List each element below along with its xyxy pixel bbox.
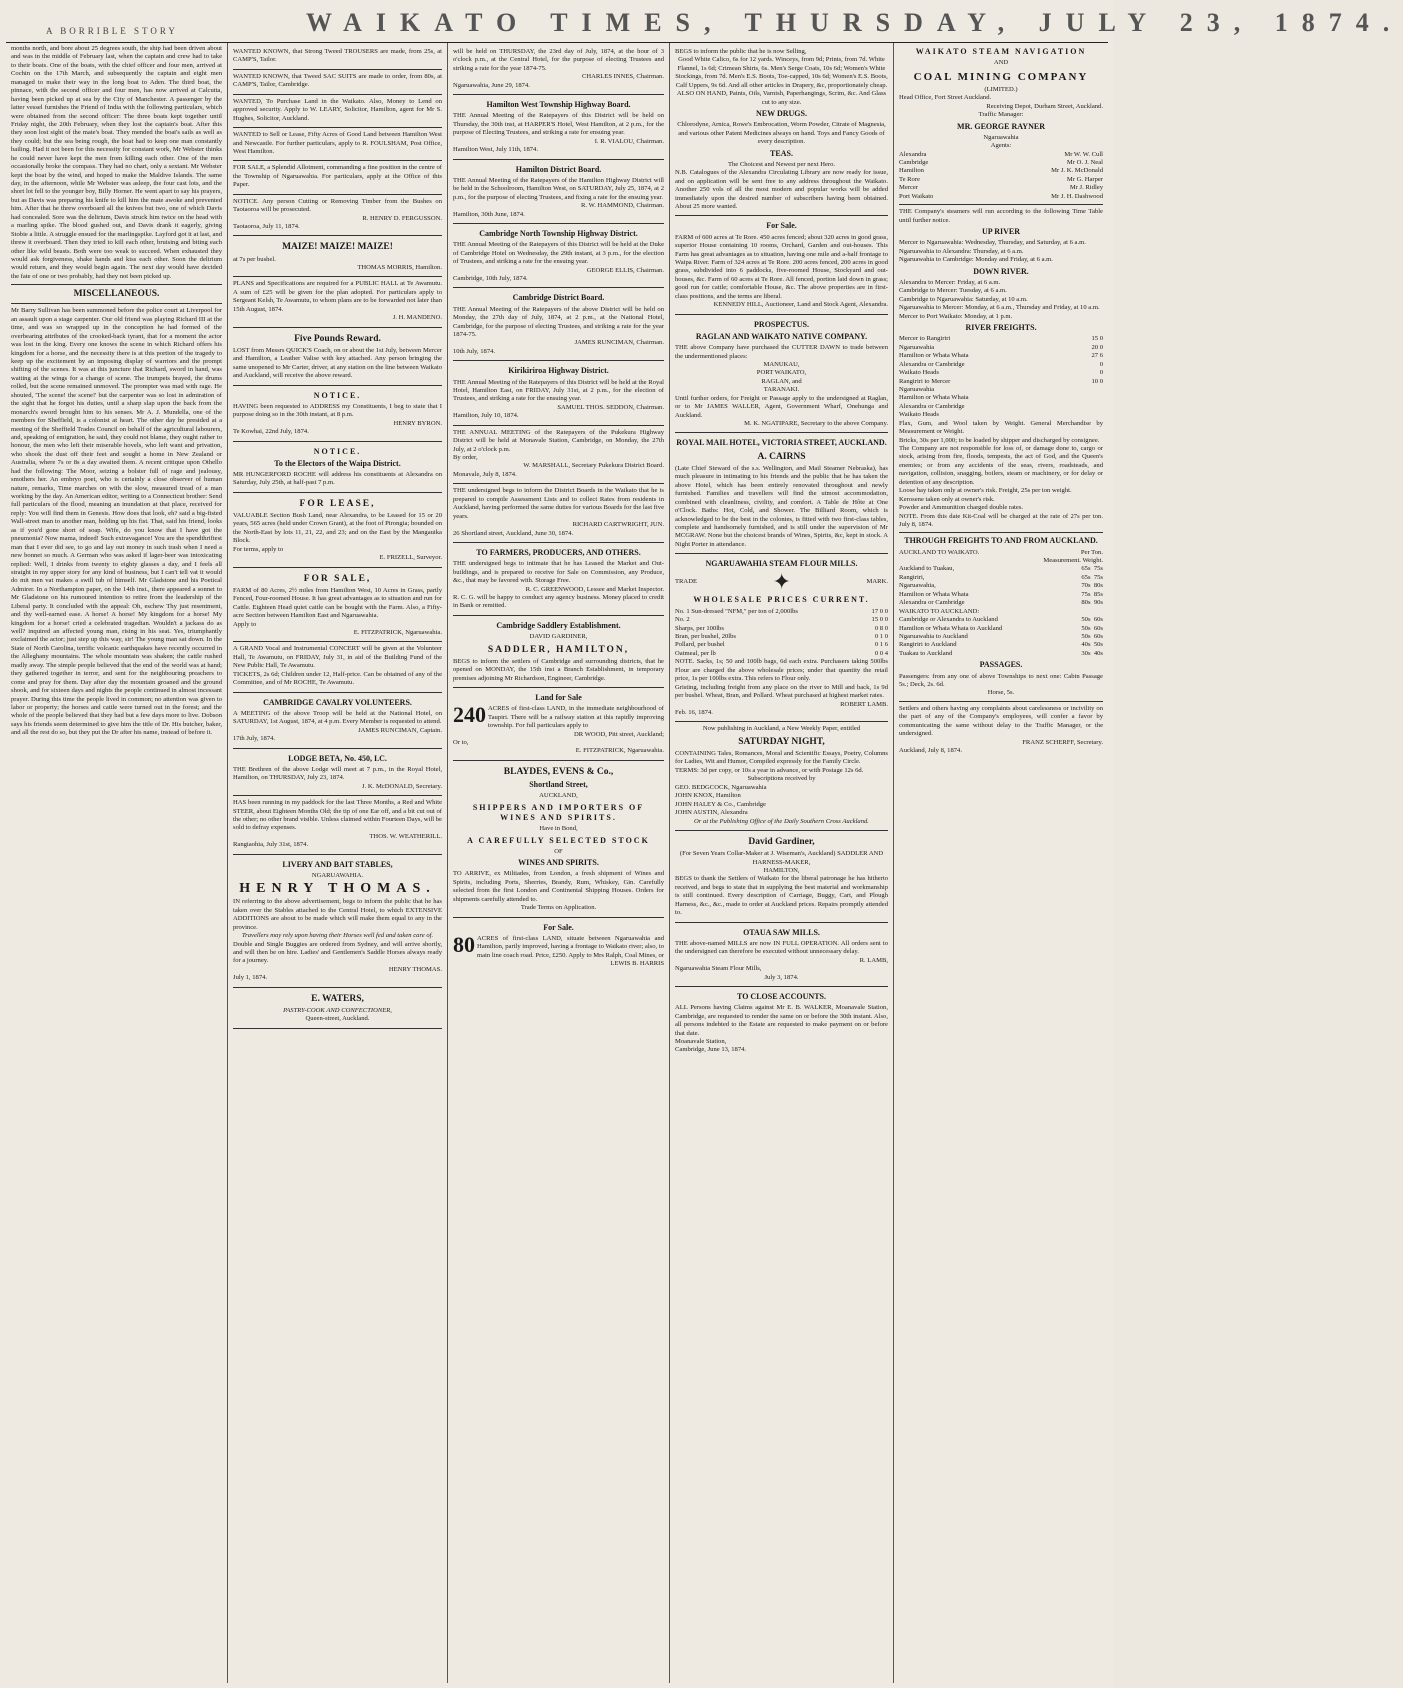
agent-row: Mercer Mr J. Ridley <box>899 184 1103 192</box>
freight-row: Hamilton or Whata Whata <box>899 394 969 402</box>
through-row: Hamilton or Whata Whata 75s 85s <box>899 590 1103 598</box>
through-row: Ngaruawahia to Auckland 50s 60s <box>899 632 1103 640</box>
agent-row: Alexandra Mr W. W. Cull <box>899 150 1103 158</box>
ad-alexandra-store: BEGS to inform the public that he is now Selling, Good White Calico, 6s for 12 yards. Winceys, from 9d; Prints, from 7d. White Flannel, 1s 6d; Crimean Shirts, 6s. Men's Serge Coats, 10s 6d; Women's White Stockings, from 7d. Men's E.S. Boots, Toe-capped, 10s 6d; Women's E.S. Boots, Calf Uppers, 9s 6d. And all other articles in Drapery, &c, proportionately cheap. ALSO ON HAND, Paints, Oils, Varnish, Paperhangings, Scrim, &c. And Glass cut to any size. NEW DRUGS. Chlorodyne, Arnica, Rowe's Embrocation, Worm Powder, Citrate of Magnesia, and various other Patent Medicines always on hand. Toys and Fancy Goods of every description. TEAS. The Choicest and Newest per next Hero. N.B. Catalogues of the Alexandra Circulating Library are now ready for issue, and on application will be sent free to any address throughout the Waikato. Another 250 vols of all the most modern and popular works will be added immediately upon the desired number of subscribers having been obtained. About 25 more wanted. <box>675 45 888 216</box>
freight-row: Waikato Heads 0 <box>899 369 1103 377</box>
ad-trust-meeting: will be held on THURSDAY, the 23rd day of July, 1874, at the hour of 3 o'clock p.m., at the Central Hotel, for the purpose of electing Trustees and striking a rate for the year 1874-75. CHARLES INNES, Chairman. Ngaruawahia, June 29, 1874. <box>453 45 664 95</box>
through-row: Rangiriri, 65s 75s <box>899 573 1103 581</box>
freight-row: Alexandra or Cambridge <box>899 402 965 410</box>
freight-row: Alexandra or Cambridge 0 <box>899 360 1103 368</box>
ad-electors: NOTICE. To the Electors of the Waipa District. MR HUNGERFORD ROCHE will address his constituents at Alexandra on Saturday, July 25th, at half-past 7 p.m. <box>233 442 442 493</box>
ad-land-sale: Land for Sale 240 ACRES of first-class LAND, in the immediate neighbourhood of Taupiri. There will be a railway station at this rapidly improving township. For full particulars apply to DR WOOD, Pitt street, Auckland; Or to, E. FITZPATRICK, Ngaruawahia. <box>453 688 664 761</box>
price-row: Oatmeal, per lb 0 0 4 <box>675 649 888 657</box>
ad-farmers: TO FARMERS, PRODUCERS, AND OTHERS. THE undersigned begs to intimate that he has Leased the Market and Out-buildings, and is prepared to receive for Sale on Commission, any Produce, &c., that may be favored with. Storage Free. R. C. GREENWOOD, Lessee and Market Inspector. R. C. G. will be happy to conduct any agency business. Money placed to credit in Bank or remitted. <box>453 543 664 616</box>
price-row: Sharps, per 100lbs 0 8 0 <box>675 624 888 632</box>
column-3 <box>448 43 670 1683</box>
columns <box>6 43 1108 1683</box>
ad-saddlery: Cambridge Saddlery Establishment. DAVID GARDINER, SADDLER, HAMILTON, BEGS to inform the settlers of Cambridge and surrounding districts, that he opened on MONDAY, the 15th inst a Branch Establishment, in temporary premises adjoining Mr Richardson, Engineer, Cambridge. <box>453 616 664 688</box>
ad-for-sale-80: For Sale. 80 ACRES of first-class LAND, situate between Ngaruawahia and Hamilton, partly improved, having a frontage to Waikato river; also, to main line coach road. Price, £250. Apply to Mrs Ralph, Coal Mines, or LEWIS B. HARRIS <box>453 922 664 968</box>
through-row: Auckland to Tuakau, 65s 75s <box>899 565 1103 573</box>
through-row: Rangiriri to Auckland 40s 50s <box>899 641 1103 649</box>
ad-allotment: FOR SALE, a Splendid Allotment, commanding a fine position in the centre of the Township of Ngaruawahia. For particulars, apply at the Office of this Paper. <box>233 161 442 194</box>
misc-text: Mr Barry Sullivan has been summoned before the police court at Liverpool for an assault upon a stage carpenter. Our old friend was playing Richard III at the time, and was so wrapped up in the conception he had formed of the overbearing attributes of the crooked-back tyrant, that for a moment the actor was lost in the king. Every one knows the scene in which Richard offers his kingdom for a horse, and the necessity there is at this portion of the tragedy to keep up the excitement by an imposing display of warriors and the prompt shifting of the scenes. It was at this juncture that Richard, sword in hand, was waiting at the wings for a change of scene. The trumpets brayed, the drums rolled, but the scene remained unmoved. The prompter was mad with rage. He shouted, 'The scene! the scene!' but the carpenter was so lost in admiration of the sight that he forgot his duties, until a sharp slap upon the back from the monarch's sword brought him to his senses. Mr A. J. Mundella, one of the members for Sheffield, is a colonist at heart. The other day he presided at a meeting of the Sheffield Trades Council on behalf of the agricultural labourers, and, speaking of emigration, he said, they could not blame, they ought rather to honour, the men who left their miserable hovels, who left want and privation, who shook the dust off their feet and sought a home in New Zealand or Australia, where 7s or 8s a day awaited them. A recent critique upon Othello had the following: The Moor, seizing a bolster full of rage and jealousy, smothers her. An embryo poet, who is certainly a close observer of human nature, remarks, Time marches on with the slow, measured tread of a man working by the day. An American editor, writing to a Connecticut brother: Send full particulars of the flood, meaning an inundation at that place, received for reply: You will find them in Genesis. How does that look, eh? said a big-fisted Wall-street man to another man, holding up his fist. That, said his friend, looks as if you'd gone short of soap. Wife, do you know that I have got the pneumonia? Now mama, indeed! Such extravagance! You are the spendthriftest man that I ever did see, to go and lay out money in such trash when I need a new bonnet so much. A German who was asked if lager-beer was intoxicating replied: Well, I drinks from twenty to eighty glasses a day, and I feels all straight in my upper story for any kind of business, but I can't tell vat it would do mit men vat makes a swill tub of himself. Mr Gladstone and his Poetical Admirer. In a Northampton paper, on the 14th inst., there appeared a sonnet to Mr Gladstone on his rumoured intention to retire from the leadership of the Liberal party. It concluded with the appeal: Oh, eschew Thy just resentment, and thy well-earned ease. A horse! A horse! My kingdom for a horse! My kingdom for a horse! cried a celebrated tragedian. Wouldn't a jackass do as well? inquired an affected young man, rising in his seat. Yes, triumphantly exclaimed the actor; just step up this way, sir! The young man sat down. In the State of North Carolina, terrific volcanic earthquakes have recently occurred in the Alleghany mountains. The whole mountain was shaken; the cattle rushed madly away. The simple people believed that the end of the world was at hand; they gathered together in terror, and sent for the neighbouring preachers to come and pray for them. Day after day the mountain groaned and the ground shook, and for sixteen days and nights the people continued in almost incessant prayer. During this time the people lived in common; no attention was given to labor or property; the horses and cattle were turned out in the forest; and the whole of the people believed that they had but a few days more to live. Dobson says his friends seem determined to give him the title of Dr. His butcher, baker, and all the rest do so, but they put the Dr after his name, instead of before it. <box>11 307 222 737</box>
ad-royal-mail-hotel: ROYAL MAIL HOTEL, VICTORIA STREET, AUCKLAND. A. CAIRNS (Late Chief Steward of the s.s. Wellington, and Mail Steamer Nebraska), has much pleasure in intimating to his friends and the public that he has taken the above Hotel, which has been entirely renovated throughout and newly furnished. Families and travellers will find the utmost accommodation, combined with cleanliness, civility, and comfort. A Table de Hôte at One o'Clock. Baths: Hot, Cold, and Shower. The Billiard Room, which is acknowledged to be the best in the colonies, is fitted with two first-class tables, complete and handsomely furnished, and is still under the supervision of Mr MCGRAW. None but the choicest brands of Wines, Spirits, &c, kept in stock. A Night Porter in attendance. <box>675 433 888 554</box>
agent-row: Port Waikato Mr J. H. Dashwood <box>899 192 1103 200</box>
ad-flour-mills: NGARUAWAHIA STEAM FLOUR MILLS. TRADE ✦ MARK. WHOLESALE PRICES CURRENT. No. 1 Sun-dressed "NFM," per ton of 2,000lbs 17 0 0 No. 2 15 0 0 Sharps, per 100lbs 0 8 0 Bran, per bushel, 20lbs 0 1 0 Pollard, per bushel 0 1 6 Oatmeal, per lb 0 0 4 NOTE. Sacks, 1s; 50 and 100lb bags, 6d each extra. Purchasers taking 500lbs Flour are charged the above wholesale prices; under that quantity the retail price, 1s per 100lbs extra. This refers to Flour only. Gristing, including freight from any place on the river to Mill and back, 1s 9d per bushel. Wheat, Bran, and Pollard. Wheat purchased at highest market rates. ROBERT LAMB. Feb. 16, 1874. <box>675 554 888 722</box>
ad-for-lease: FOR LEASE, VALUABLE Section Bush Land, near Alexandra, to be Leased for 15 or 20 years, 565 acres (held under Crown Grant), at the foot of Pirongia; bounded on the North-East by lots 11, 21, 22, and 23; and on the East by the Mangauika Block. For terms, apply to E. FRIZELL, Surveyor. <box>233 493 442 568</box>
ad-hamilton-west: Hamilton West Township Highway Board. THE Annual Meeting of the Ratepayers of this District will be held on Thursday, the 30th inst, at HARPER'S Hotel, West Hamilton, at 2 p.m., for the purpose of Electing Trustees, and striking a rate for ensuing year. I. R. VIALOU, Chairman. Hamilton West, July 11th, 1874. <box>453 95 664 159</box>
agent-row: Te Rore Mr G. Harper <box>899 175 1103 183</box>
freight-row: Ngaruawahia 20 0 <box>899 343 1103 351</box>
ad-raglan-company: PROSPECTUS. RAGLAN AND WAIKATO NATIVE COMPANY. THE above Company have purchased the CUTTER DAWN to trade between the undermentioned places: MANUKAU, PORT WAIKATO, RAGLAN, and TARANAKI. Until further orders, for Freight or Passage apply to the undersigned at Raglan, or to Mr JAMES WALLER, Agent, Government Wharf, Onehunga and Auckland. M. K. NGATIPARE, Secretary to the above Company. <box>675 315 888 434</box>
price-row: No. 2 15 0 0 <box>675 616 888 624</box>
ad-public-hall-plans: PLANS and Specifications are required for a PUBLIC HALL at Te Awamutu. A sum of £25 will be given for the plan adopted. For particulars apply to Sergeant Kelsh, Te Awamutu, to whom plans are to be forwarded not later than 15th August, 1874. J. H. MANDENO. <box>233 277 442 327</box>
ad-reward: Five Pounds Reward. LOST from Messrs QUICK'S Coach, on or about the 1st July, between Mercer and Hamilton, a Leather Valise with key attached. Any person bringing the same unopened to Mr Carter, driver, at any station on the line between Waikato and Auckland, will receive the above reward. <box>233 328 442 386</box>
agent-row: Cambridge Mr O. J. Neal <box>899 159 1103 167</box>
column-5: WAIKATO STEAM NAVIGATION AND COAL MINING COMPANY (LIMITED.) Head Office, Fort Street Auckland. Receiving Depot, Durham Street, Auckland. Traffic Manager: MR. GEORGE RAYNER Ngaruawahia Agents: Alexandra Mr W. W. Cull Cambridge Mr O. J. Neal Hamilton Mr J. K. McDonald Te Rore Mr G. Harper Mercer Mr J. Ridley Port Waikato Mr J. H. Dashwood THE Company's steamers will run according to the following Time Table until further notice. UP RIVER Mercer to Ngaruawahia: Wednesday, Thursday, and Saturday, at 6 a.m. Ngaruawahia to Alexandra: Thursday, at 6 a.m. Ngaruawahia to Cambridge: Monday and Friday, at 6 a.m. DOWN RIVER. Alexandra to Mercer: Friday, at 6 a.m. Cambridge to Mercer: Tuesday, at 6 a.m. Cambridge to Ngaruawahia: Saturday, at 10 a.m. Ngaruawahia to Mercer: Monday, at 6 a.m., Thursday and Friday, at 10 a.m. Mercer to Port Waikato: Monday, at 1 p.m. RIVER FREIGHTS. Mercer to Rangiriri 15 0 Ngaruawahia 20 0 Hamilton or Whata Whata 27 6 Alexandra or Cambridge 0 Waikato Heads 0 Rangiriri to Mercer 10 0 Ngaruawahia Hamilton or Whata Whata Alexandra or Cambridge Waikato Heads Flax, Gum, and Wool taken by Weight. General Merchandise by Measurement or Weight. Bricks, 30s per 1,000; to be loaded by shipper and discharged by consignee. The Company are not responsible for loss of, or damage done to, cargo or stock, arising from fire, floods, tempests, the act of God, and the Queen's enemies; or from any accidents of the seas, rivers, roadsteads, and navigation, collision, snagging, boilers, steam or machinery, or for delay or detention of any description. Loose hay taken only at owner's risk. Freight, 25s per ton weight. Kerosene taken only at owner's risk. Powder and Ammunition charged double rates. NOTE. From this date Kit-Coal will be charged at the rate of 27s per ton. July 8, 1874. THROUGH FREIGHTS TO AND FROM AUCKLAND. AUCKLAND TO WAIKATO. Per Ton. Measurement. Weight. Auckland to Tuakau, 65s 75s Rangiriri, 65s 75s Ngaruawahia, 70s 80s Hamilton or Whata Whata 75s 85s Alexandra or Cambridge 80s 90s WAIKATO TO AUCKLAND: Cambridge or Alexandra to Auckland 50s 60s Hamilton or Whata Whata to Auckland 50s 60s Ngaruawahia to Auckland 50s 60s Rangiriri to Auckland 40s 50s Tuakau to Auckland 30s 40s PASSAGES. Passengers: from any one of above Townships to next one: Cabin Passage 5s.; Deck, 2s. 6d. Horse, 5s. Settlers and others having any complaints about carelessness or incivility on the part of any of the Company's employees, will confer a favor by communicating the same without delay to the Traffic Manager, or the undersigned. FRANZ SCHERFF, Secretary. Auckland, July 8, 1874. <box>899 47 1103 755</box>
freight-row: Ngaruawahia <box>899 385 935 393</box>
through-row: Alexandra or Cambridge 80s 90s <box>899 599 1103 607</box>
ad-cambridge-district: Cambridge District Board. THE Annual Meeting of the Ratepayers of the above District will be held on Monday, the 27th day of July, 1874, at 2 p.m., at the National Hotel, Cambridge, for the purpose of electing Trustees, and striking a rate for the year 1874-75. JAMES RUNCIMAN, Chairman. 10th July, 1874. <box>453 288 664 361</box>
freight-row: Hamilton or Whata Whata 27 6 <box>899 352 1103 360</box>
ad-livery: LIVERY AND BAIT STABLES, NGARUAWAHIA. HENRY THOMAS. IN referring to the above advertisement, begs to inform the public that he has taken over the Stables attached to the Central Hotel, to which EXTENSIVE ADDITIONS are about to be made which will make them equal to any in the province. Travellers may rely upon having their Horses well fed and taken care of. Double and Single Buggies are ordered from Sydney, and will arrive shortly, and will then be on hire. Ladies' and Gentlemen's Saddle Horses always ready for a journey. HENRY THOMAS. July 1, 1874. <box>233 855 442 988</box>
ad-wanted-land: WANTED, To Purchase Land in the Waikato. Also, Money to Lend on approved security. Apply to W. LEARY, Solicitor, Hamilton, agent for Mr S. Hughes, Solicitor, Auckland. <box>233 95 442 128</box>
ad-lodge: LODGE BETA, No. 450, I.C. THE Brethren of the above Lodge will meet at 7 p.m., in the Royal Hotel, Hamilton, on THURSDAY, July 23, 1874. J. K. McDONALD, Secretary. <box>233 749 442 797</box>
ad-hamilton-district: Hamilton District Board. THE Annual Meeting of the Ratepayers of the Hamilton Highway District will be held in the Schoolroom, Hamilton West, on SATURDAY, July 25, 1874, at 2 p.m., for the purpose of electing Trustees, and fixing a rate for the ensuing year. R. W. HAMMOND, Chairman. Hamilton, 30th June, 1874. <box>453 160 664 224</box>
ad-close-accounts: TO CLOSE ACCOUNTS. ALL Persons having Claims against Mr E. B. WALKER, Moanavale Station, Cambridge, are requested to render the same on or before the 30th instant. Also, all persons indebted to the Estate are requested to make payment on or before that date. Moanavale Station, Cambridge, June 13, 1874. <box>675 992 888 1054</box>
price-row: Bran, per bushel, 20lbs 0 1 0 <box>675 633 888 641</box>
ad-timber-notice: NOTICE. Any person Cutting or Removing Timber from the Bushes on Taotaoroa will be prosecuted. R. HENRY D. FERGUSSON. Taotaoroa, July 11, 1874. <box>233 195 442 237</box>
ad-farm-sale: FOR SALE, FARM of 80 Acres, 2½ miles from Hamilton West, 10 Acres in Grass, partly Fenced, Four-roomed House. It has great advantages as to situation and run for Cattle. Eighteen Head quiet cattle can be bought with the Farm. Also, a Fifty-acre Section between Hamilton East and Ngaruawahia. Apply to E. FITZPATRICK, Ngaruawahia. <box>233 568 442 643</box>
freight-row: Rangiriri to Mercer 10 0 <box>899 377 1103 385</box>
price-row: Pollard, per bushel 0 1 6 <box>675 641 888 649</box>
ad-blaydes: BLAYDES, EVENS & Co., Shortland Street, AUCKLAND, SHIPPERS AND IMPORTERS OF WINES AND SPIRITS. Have in Bond, A CAREFULLY SELECTED STOCK OF WINES AND SPIRITS. TO ARRIVE, ex Miltiades, from London, a fresh shipment of Wines and Spirits, including Ports, Sherries, Brandy, Rum, Whiskey, Gin. Carefully selected from the first London and Continental Shipping Houses. Orders for shipments carefully attended to. Trade Terms on Application. <box>453 761 664 918</box>
ad-david-gardiner: David Gardiner, (For Seven Years Collar-Maker at J. Wiseman's, Auckland) SADDLER AND HARNESS-MAKER, HAMILTON, BEGS to thank the Settlers of Waikato for the liberal patronage he has hitherto received, and begs to state that in supplying the best material and workmanship is still continued. Every description of Carriage, Buggy, Cart, and Plough Harness, &c., &c., made to order at Auckland prices. Repairs promptly attended to. <box>675 831 888 923</box>
ad-waters: E. WATERS, PASTRY-COOK AND CONFECTIONER, Queen-street, Auckland. <box>233 988 442 1029</box>
column-1 <box>6 43 228 1683</box>
masthead <box>6 6 1403 43</box>
column-4 <box>670 43 894 1683</box>
ad-maize: MAIZE! MAIZE! MAIZE! at 7s per bushel. THOMAS MORRIS, Hamilton. <box>233 236 442 277</box>
newspaper-title: WAIKATO TIMES, THURSDAY, JULY 23, 1874. <box>306 8 1403 37</box>
column-2 <box>228 43 448 1683</box>
price-row: No. 1 Sun-dressed "NFM," per ton of 2,000lbs 17 0 0 <box>675 607 888 615</box>
ad-cambridge-north: Cambridge North Township Highway District. THE Annual Meeting of the Ratepayers of this District will be held at the Duke of Cambridge Hotel on Wednesday, the 29th instant, at 3 p.m., for the election of Trustees, and striking a rate for the ensuing year. GEORGE ELLIS, Chairman. Cambridge, 10th July, 1874. <box>453 224 664 288</box>
ad-stray-steer: HAS been running in my paddock for the last Three Months, a Red and White STEER, about Eighteen Months Old; the tip of one Ear off, and a bit cut out of the other; no other brand visible. Unless claimed within Fourteen Days, will be sold to defray expenses. THOS. W. WEATHERILL. Rangiaohia, July 31st, 1874. <box>233 796 442 855</box>
freight-row: Waikato Heads <box>899 411 939 419</box>
agent-row: Hamilton Mr J. K. McDonald <box>899 167 1103 175</box>
ad-te-rore-farms: For Sale. FARM of 600 acres at Te Rore. 450 acres fenced; about 320 acres in good grass, superior House containing 10 rooms, Orchard, Garden and out-houses. This Farm has great advantages as to situation, having one mile and a-half frontage to Waipa River. Farm of 324 acres at Te Rore. 200 acres fenced, 200 acres in good grass, subdivided into 6 paddocks, five-roomed House, Stockyard and out-houses, &c. Farm of 60 acres at Te Rore. All fenced, portion laid down in grass; good run for cattle; comfortable House, &c. The above properties are in first-class positions, and the terms are liberal. KENNEDY HILL, Auctioneer, Land and Stock Agent, Alexandra. <box>675 216 888 314</box>
story-heading: A BORRIBLE STORY <box>46 26 178 36</box>
ad-kirikiriroa: Kirikiriroa Highway District. THE Annual Meeting of the Ratepayers of this District will be held at the Royal Hotel, Hamilton East, on FRIDAY, July 31st, at 2 p.m., for the election of Trustees, and striking a rate for the ensuing year. SAMUEL THOS. SEDDON, Chairman. Hamilton, July 10, 1874. <box>453 361 664 425</box>
ad-pukekura: THE ANNUAL MEETING of the Ratepayers of the Pukekura Highway District will be held at Monavale Station, Cambridge, on Monday, the 27th July, at 2 o'clock p.m. By order, W. MARSHALL, Secretary Pukekura District Board. Monavale, July 8, 1874. <box>453 426 664 485</box>
ad-trousers: WANTED KNOWN, that Strong Tweed TROUSERS are made, from 25s, at CAMP'S, Tailor. <box>233 45 442 70</box>
ad-sac-suits: WANTED KNOWN, that Tweed SAC SUITS are made to order, from 80s, at CAMP'S, Tailor, Cambridge. <box>233 70 442 95</box>
ad-concert: A GRAND Vocal and Instrumental CONCERT will be given at the Volunteer Hall, Te Awamutu, on FRIDAY, July 31, in aid of the Building Fund of the New Public Hall, Te Awamutu. TICKETS, 2s 6d; Children under 12, Half-price. Can be obtained of any of the Committee, and of Mr ROCHE, Te Awamutu. <box>233 642 442 692</box>
ad-notice-byron: NOTICE. HAVING been requested to ADDRESS my Constituents, I beg to state that I purpose doing so in the 30th instant, at 8 p.m. HENRY BYRON. Te Kowhai, 22nd July, 1874. <box>233 386 442 442</box>
misc-heading: MISCELLANEOUS. <box>73 289 160 300</box>
ad-assessment: THE undersigned begs to inform the District Boards in the Waikato that he is prepared to compile Assessment Lists and to collect Rates from residents in Auckland, having performed the same duties for various Boards for the last five years. RICHARD CARTWRIGHT, JUN. 26 Shortland street, Auckland, June 30, 1874. <box>453 484 664 543</box>
through-row: Ngaruawahia, 70s 80s <box>899 582 1103 590</box>
ad-otaua-saw-mills: OTAUA SAW MILLS. THE above-named MILLS are now IN FULL OPERATION. All orders sent to the undersigned can therefore be executed without unnecessary delay. R. LAMB, Ngaruawahia Steam Flour Mills, July 3, 1874. <box>675 923 888 987</box>
steam-navigation-heading: WAIKATO STEAM NAVIGATION <box>915 47 1087 56</box>
trade-mark-icon: ✦ <box>772 569 791 595</box>
through-row: Tuakau to Auckland 30s 40s <box>899 649 1103 657</box>
ad-cavalry: CAMBRIDGE CAVALRY VOLUNTEERS. A MEETING of the above Troop will be held at the National Hotel, on SATURDAY, 1st August, 1874, at 4 p.m. Every Member is requested to attend. JAMES RUNCIMAN, Captain. 17th July, 1874. <box>233 693 442 749</box>
freight-row: Mercer to Rangiriri 15 0 <box>899 335 1103 343</box>
through-row: Hamilton or Whata Whata to Auckland 50s 60s <box>899 624 1103 632</box>
story-text: months north, and bore about 25 degrees south, the ship had been driven about and was in the middle of February last, when the captain and crew had to take to their boats. One of the boats, with the chief officer and four men, arrived at Cochin on the 17th March, and subsequently the captain and eight men managed to make their way in the long boat to Aden. The third boat, the pinnace, with the second officer and four men, has now arrived at Calcutta, having been picked up at sea by the City of Manchester. A passenger by the latter vessel furnishes the Friend of India with the following particulars, which were obtained from the second officer: The three boats kept together until Friday night, the 20th February, when they lost the captain's boat. After this they soon lost sight of the mate's boat. They mended the boat's sails as well as they could; but the sea being rough, the boat had to keep one man constantly bailing. Had it not been for this necessity for constant work, Mr Webster thinks he could never have kept the men from killing each other. One of the men occasionally broke the compass. They had no chart, only a sextant. Mr Webster kept the boat by the wind, and hoped to make the Maldive Islands. The same day, in the afternoon, while Mr Webster was asleep, the four cast lots, and the short lot fell to the younger boy, Billy Horner. He went apart to say his prayers, but as Davis was preparing his knife to kill him the mate awoke and prevented him. After that he threw overboard all the knives but two, one of which Davis had concealed. Sore was the delirium, Davis struck him twice on the head with a marling spike. The blood gushed out, and Davis drank it eagerly, giving Stobie a little. A struggle ensued for the marlingspike. Layford got it at last, and threw it overboard. Then they tried to kill each other, bruising and biting each other like wild beasts. Both were too weak to succeed. When exhausted they would ask forgiveness, shake hands and kiss each other. Soon the delirium would return, and they would begin again. The next day would have decided the fate of one or two probably, had they not been picked up. <box>11 45 222 280</box>
coal-mining-heading: COAL MINING COMPANY <box>913 70 1089 83</box>
ad-saturday-night: Now publishing in Auckland, a New Weekly Paper, entitled SATURDAY NIGHT, CONTAINING Tales, Romances, Moral and Scientific Essays, Poetry, Columns for Ladies, Wit and Humor, Compiled expressly for the Family Circle. TERMS: 3d per copy, or 10s a year in advance, or with Postage 12s 6d. Subscriptions received by GEO. BEDGCOCK, Ngaruawahia JOHN KNOX, Hamilton JOHN HALEY & Co., Cambridge JOHN AUSTIN, Alexandra Or at the Publishing Office of the Daily Southern Cross Auckland. <box>675 722 888 831</box>
through-row: Cambridge or Alexandra to Auckland 50s 60s <box>899 616 1103 624</box>
ad-sell-lease: WANTED to Sell or Lease, Fifty Acres of Good Land between Hamilton West and Newcastle. For further particulars, apply to R. FOULSHAM, Post Office, West Hamilton. <box>233 128 442 161</box>
